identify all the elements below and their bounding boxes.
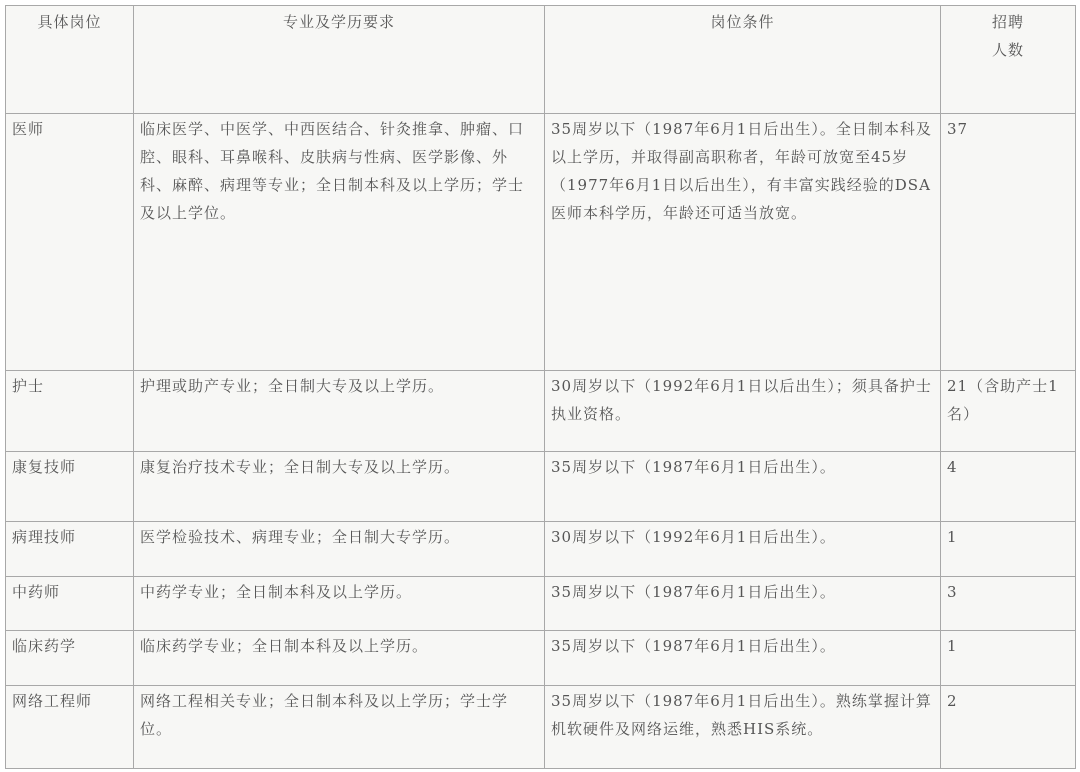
cell-major: 康复治疗技术专业；全日制大专及以上学历。 — [134, 452, 545, 522]
cell-position: 康复技师 — [6, 452, 134, 522]
cell-conditions: 35周岁以下（1987年6月1日后出生）。 — [545, 631, 941, 686]
table-header-row — [6, 6, 1076, 114]
cell-count: 4 — [941, 452, 1076, 522]
cell-count: 37 — [941, 114, 1076, 371]
header-major: 专业及学历要求 — [134, 6, 545, 114]
table-row — [6, 371, 1076, 452]
header-conditions: 岗位条件 — [545, 6, 941, 114]
cell-position: 临床药学 — [6, 631, 134, 686]
cell-count: 3 — [941, 577, 1076, 631]
cell-conditions: 35周岁以下（1987年6月1日后出生）。 — [545, 577, 941, 631]
cell-count: 2 — [941, 686, 1076, 769]
recruitment-table — [5, 5, 1076, 769]
table-row — [6, 114, 1076, 371]
cell-position: 病理技师 — [6, 522, 134, 577]
table-row — [6, 631, 1076, 686]
header-count-line1: 招聘 — [991, 13, 1024, 31]
table-row — [6, 686, 1076, 769]
cell-major: 护理或助产专业；全日制大专及以上学历。 — [134, 371, 545, 452]
cell-major: 网络工程相关专业；全日制本科及以上学历；学士学位。 — [134, 686, 545, 769]
cell-major: 中药学专业；全日制本科及以上学历。 — [134, 577, 545, 631]
cell-position: 中药师 — [6, 577, 134, 631]
cell-major: 临床医学、中医学、中西医结合、针灸推拿、肿瘤、口腔、眼科、耳鼻喉科、皮肤病与性病、医学影像、外科、麻醉、病理等专业；全日制本科及以上学历；学士及以上学位。 — [134, 114, 545, 371]
cell-count: 21（含助产士1名） — [941, 371, 1076, 452]
cell-position: 网络工程师 — [6, 686, 134, 769]
cell-conditions: 30周岁以下（1992年6月1日以后出生）；须具备护士执业资格。 — [545, 371, 941, 452]
cell-conditions: 35周岁以下（1987年6月1日后出生）。 — [545, 452, 941, 522]
header-position: 具体岗位 — [6, 6, 134, 114]
cell-conditions: 35周岁以下（1987年6月1日后出生）。全日制本科及以上学历，并取得副高职称者，年龄可放宽至45岁（1977年6月1日以后出生），有丰富实践经验的DSA医师本科学历，年龄还可适当放宽。 — [545, 114, 941, 371]
table-row — [6, 577, 1076, 631]
header-count-line2: 人数 — [991, 41, 1024, 59]
cell-major: 医学检验技术、病理专业；全日制大专学历。 — [134, 522, 545, 577]
cell-position: 医师 — [6, 114, 134, 371]
table-row — [6, 522, 1076, 577]
cell-count: 1 — [941, 522, 1076, 577]
header-count — [941, 6, 1076, 114]
cell-conditions: 35周岁以下（1987年6月1日后出生）。熟练掌握计算机软硬件及网络运维，熟悉HIS系统。 — [545, 686, 941, 769]
cell-conditions: 30周岁以下（1992年6月1日后出生）。 — [545, 522, 941, 577]
cell-position: 护士 — [6, 371, 134, 452]
table-row — [6, 452, 1076, 522]
cell-major: 临床药学专业；全日制本科及以上学历。 — [134, 631, 545, 686]
cell-count: 1 — [941, 631, 1076, 686]
